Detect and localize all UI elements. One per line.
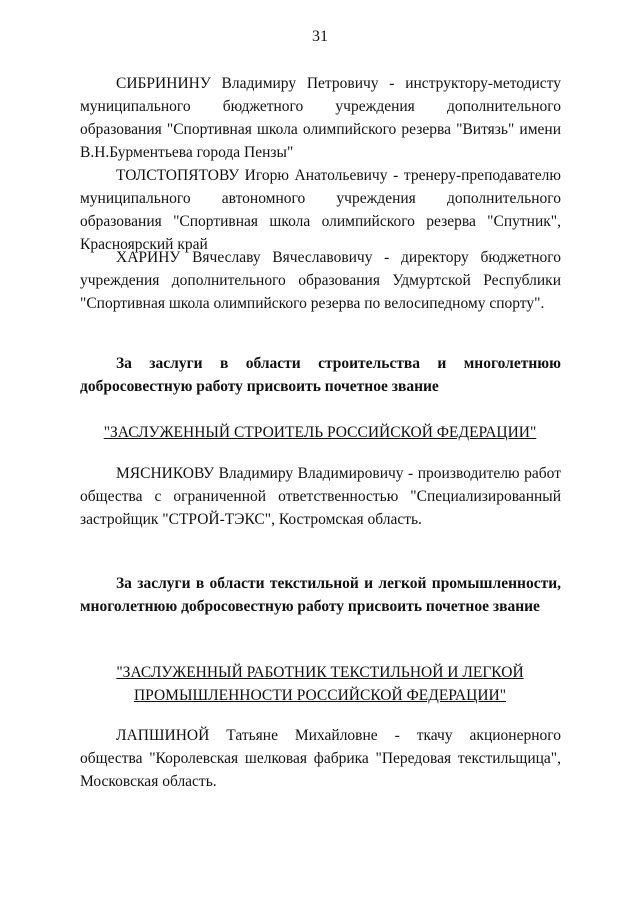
award-entry-sibrinin: СИБРИНИНУ Владимиру Петровичу - инструктору-методисту муниципального бюджетного учреждения дополнительного образования "Спортивная школа олимпийского резерва "Витязь" имени В.Н.Бурментьева города Пензы"	[80, 75, 561, 161]
award-entry-myasnikov: МЯСНИКОВУ Владимиру Владимировичу - производителю работ общества с ограниченной ответственностью "Специализированный застройщик "СТРОЙ-ТЭКС", Костромская область.	[80, 465, 561, 528]
decree-clause-textile: За заслуги в области текстильной и легкой промышленности, многолетнюю добросовестную работу присвоить почетное звание	[80, 575, 561, 615]
honorary-title-textile-line2: ПРОМЫШЛЕННОСТИ РОССИЙСКОЙ ФЕДЕРАЦИИ"	[133, 687, 507, 704]
award-entry-tolstopyatov: ТОЛСТОПЯТОВУ Игорю Анатольевичу - тренеру-преподавателю муниципального автономного учреждения дополнительного образования "Спортивная школа олимпийского резерва "Спутник", Красноярский край	[80, 167, 561, 253]
decree-clause-construction: За заслуги в области строительства и многолетнюю добросовестную работу присвоить почетное звание	[80, 355, 561, 395]
page-number: 31	[312, 28, 328, 45]
award-entry-lapshina: ЛАПШИНОЙ Татьяне Михайловне - ткачу акционерного общества "Королевская шелковая фабрика "Передовая текстильщица", Московская область.	[80, 727, 561, 790]
honorary-title-builder: "ЗАСЛУЖЕННЫЙ СТРОИТЕЛЬ РОССИЙСКОЙ ФЕДЕРАЦИИ"	[103, 424, 537, 441]
award-entry-kharin: ХАРИНУ Вячеславу Вячеславовичу - директору бюджетного учреждения дополнительного образования Удмуртской Республики "Спортивная школа олимпийского резерва по велосипедному спорту".	[80, 249, 561, 312]
honorary-title-textile-line1: "ЗАСЛУЖЕННЫЙ РАБОТНИК ТЕКСТИЛЬНОЙ И ЛЕГКОЙ	[116, 664, 524, 681]
